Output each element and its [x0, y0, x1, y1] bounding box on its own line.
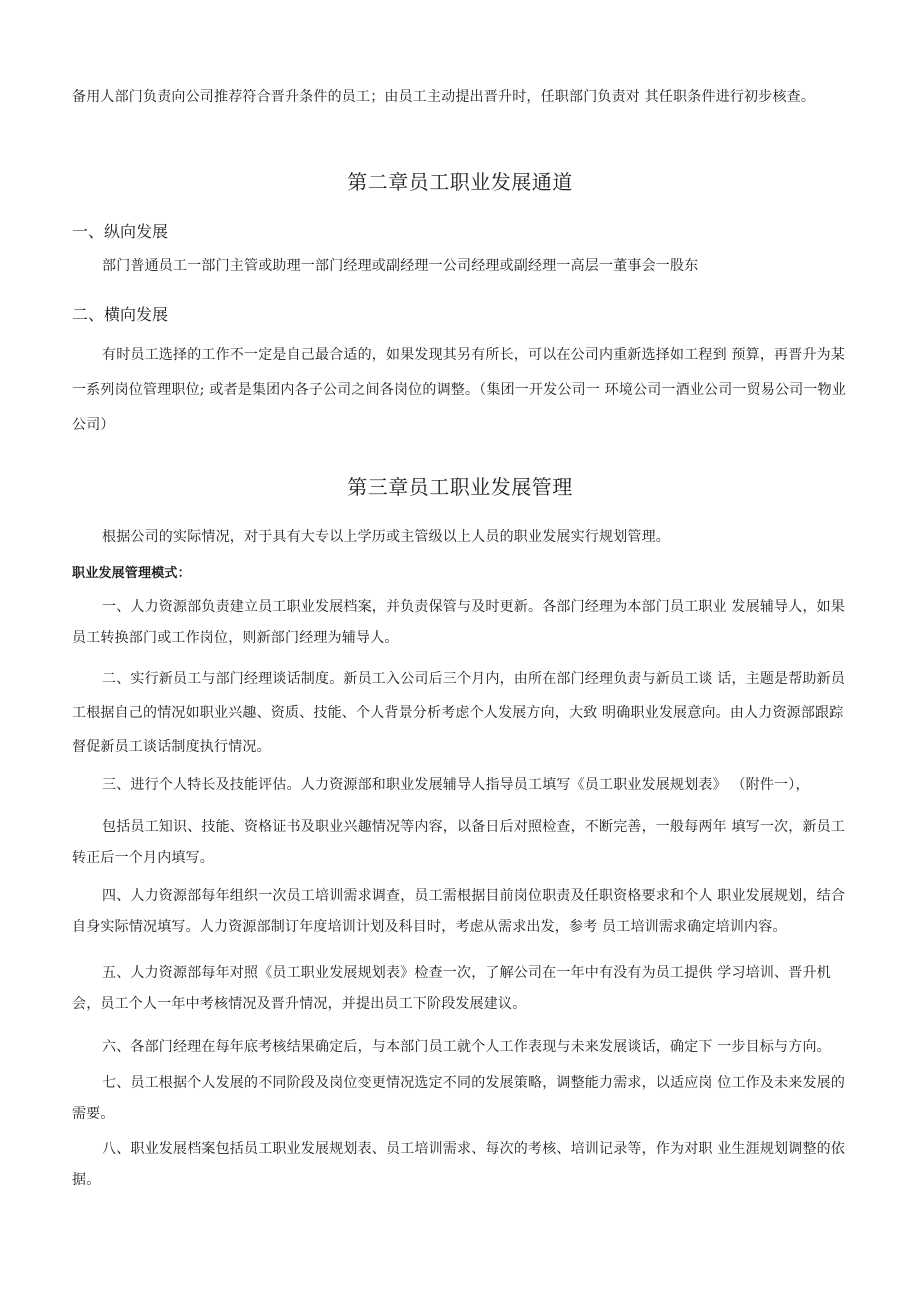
chapter-3-intro: 根据公司的实际情况，对于具有大专以上学历或主管级以上人员的职业发展实行规划管理。 [102, 529, 670, 545]
chapter-2-title: 第二章员工职业发展通道 [347, 170, 573, 194]
management-mode-label: 职业发展管理模式： [72, 566, 191, 581]
vertical-development-text: 部门普通员工一部门主管或助理一部门经理或副经理一公司经理或副经理一高层一董事会一股东 [102, 258, 699, 274]
list-item: 五、人力资源部每年对照《员工职业发展规划表》检查一次，了解公司在一年中有没有为员工提供 学习培训、晋升机会，员工个人一年中考核情况及晋升情况，并提出员工下阶段发展建议。 [72, 965, 831, 1012]
list-item: 七、员工根据个人发展的不同阶段及岗位变更情况选定不同的发展策略，调整能力需求，以适应岗 位工作及未来发展的需要。 [72, 1075, 846, 1122]
list-item: 包括员工知识、技能、资格证书及职业兴趣情况等内容，以备日后对照检查，不断完善，一般每两年 填写一次，新员工转正后一个月内填写。 [72, 819, 846, 866]
list-item: 四、人力资源部每年组织一次员工培训需求调查，员工需根据目前岗位职责及任职资格要求和个人 职业发展规划，结合自身实际情况填写。人力资源部制订年度培训计划及科目时，考虑从需求出发，参考 员工培训需求确定培训内容。 [72, 888, 846, 935]
vertical-development-heading: 一、纵向发展 [72, 222, 169, 241]
list-item: 六、各部门经理在每年底考核结果确定后，与本部门员工就个人工作表现与未来发展谈话，确定下 一步目标与方向。 [102, 1039, 831, 1055]
list-item: 三、进行个人特长及技能评估。人力资源部和职业发展辅导人指导员工填写《员工职业发展规划表》 （附件一）， [102, 777, 810, 793]
list-item: 八、职业发展档案包括员工职业发展规划表、员工培训需求、每次的考核、培训记录等，作为对职 业生涯规划调整的依据。 [72, 1141, 846, 1188]
list-item: 二、实行新员工与部门经理谈话制度。新员工入公司后三个月内，由所在部门经理负责与新员工谈 话，主题是帮助新员工根据自己的情况如职业兴趣、资质、技能、个人背景分析考虑个人发展方向，大致 明确职业发展意向。由人力资源部跟踪督促新员工谈话制度执行情况。 [72, 671, 846, 755]
chapter-3-title: 第三章员工职业发展管理 [347, 475, 573, 499]
horizontal-development-heading: 二、横向发展 [72, 305, 169, 324]
intro-paragraph: 备用人部门负责向公司推荐符合晋升条件的员工；由员工主动提出晋升时，任职部门负责对 其任职条件进行初步核查。 [72, 89, 816, 105]
horizontal-development-text: 有时员工选择的工作不一定是自己最合适的，如果发现其另有所长，可以在公司内重新选择如工程到 预算，再晋升为某一系列岗位管理职位; 或者是集团内各子公司之间各岗位的调整。（集团一开发公司一 环境公司一酒业公司一贸易公司一物业公司） [72, 347, 847, 433]
list-item: 一、人力资源部负责建立员工职业发展档案，并负责保管与及时更新。各部门经理为本部门员工职业 发展辅导人，如果员工转换部门或工作岗位，则新部门经理为辅导人。 [72, 599, 846, 646]
